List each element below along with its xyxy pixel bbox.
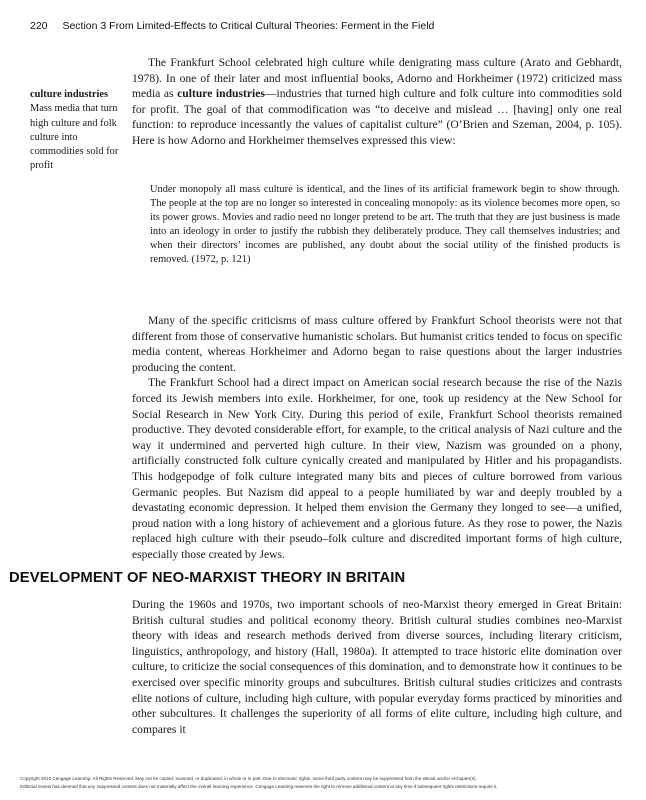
page-number: 220 (30, 20, 48, 32)
paragraph: During the 1960s and 1970s, two important schools of neo-Marxist theory emerged in Great Britain: British cultural studies and political economy theory. British cultural studies combines neo-Marxist theory with ideas and research methods derived from diverse sources, including literary criticism, linguistics, anthropology, and history (Hall, 1980a). It attempted to trace historic elite domination over culture, to criticize the social consequences of this domination, and to demonstrate how it continues to be exercised over specific minority groups and subcultures. British cultural studies criticizes and contrasts elite notions of culture, including high culture, with popular everyday forms practiced by minorities and other subcultures. It challenges the superiority of all forms of elite culture, including high culture, and compares it (132, 598, 622, 736)
britain-paragraph-block (132, 597, 622, 737)
footer-line: Editorial review has deemed that any suppressed content does not materially affect the overall learning experience. Cengage Learning reserves the right to remove additional content at any time if subsequent rights restrictions require it. (20, 783, 498, 789)
copyright-footer (20, 775, 630, 790)
running-title: Section 3 From Limited-Effects to Critical Cultural Theories: Ferment in the Field (62, 20, 435, 32)
section-heading: DEVELOPMENT OF NEO-MARXIST THEORY IN BRITAIN (9, 570, 406, 586)
paragraph-text: —industries that turned high culture and folk culture into commodities sold for profit. The goal of that commodification was “to deceive and mislead … [having] only one real function: to reproduce incessantly the values of capitalist culture” (O’Brien and Szeman, 2004, p. 105). Here is how Adorno and Horkheimer themselves expressed this view: (132, 87, 622, 147)
paragraph: Many of the specific criticisms of mass culture offered by Frankfurt School theorists were not that different from those of conservative humanistic scholars. But humanist critics tended to focus on specific media content, whereas Horkheimer and Adorno began to raise questions about the larger industries producing the content. (132, 314, 622, 374)
frankfurt-paragraph-block (132, 313, 622, 563)
running-header (30, 20, 630, 32)
key-term: culture industries (177, 87, 265, 101)
footer-line: Copyright 2010 Cengage Learning. All Rights Reserved. May not be copied, scanned, or duplicated, in whole or in part. Due to electronic rights, some third party content may be suppressed from the eBook and/or eChapter(s). (20, 776, 477, 781)
margin-note-term: culture industries (30, 89, 109, 100)
paragraph-text: The Frankfurt School celebrated high culture while denigrating mass culture (Arato and Gebhardt, 1978). In one of their later and most influential books, Adorno and Horkheimer (1972) criticized mass media as (132, 56, 622, 101)
paragraph (132, 55, 622, 149)
margin-note-definition: Mass media that turn high culture and folk culture into commodities sold for profit (30, 103, 119, 172)
intro-paragraph-block (132, 55, 622, 149)
block-quote: Under monopoly all mass culture is identical, and the lines of its artificial framework begin to show through. The people at the top are no longer so interested in concealing monopoly: as its violence becomes more open, so its power grows. Movies and radio need no longer pretend to be art. The truth that they are just business is made into an ideology in order to justify the rubbish they deliberately produce. They call themselves industries; and when their directors’ incomes are published, any doubt about the social utility of the finished products is removed. (1972, p. 121) (150, 184, 620, 266)
paragraph: The Frankfurt School had a direct impact on American social research because the rise of the Nazis forced its Jewish members into exile. Horkheimer, for one, took up residency at the New School for Social Research in New York City. During this period of exile, Frankfurt School theorists remained productive. They devoted considerable effort, for example, to the critical analysis of Nazi culture and the way it undermined and perverted high culture. In their view, Nazism was grounded on a phony, artificially constructed folk culture cynically created and manipulated by Hitler and his propagandists. This hodgepodge of folk culture integrated many bits and pieces of culture borrowed from various Germanic peoples. But Nazism did appeal to a people humiliated by war and deeply troubled by a devastating economic depression. It helped them envision the Germany they longed to see—a unified, proud nation with a long history of achievement and a glorious future. As they rose to power, the Nazis replaced high culture with their pseudo–folk culture and discredited important forms of high culture, especially those created by Jews. (132, 376, 622, 561)
margin-note (30, 88, 125, 174)
